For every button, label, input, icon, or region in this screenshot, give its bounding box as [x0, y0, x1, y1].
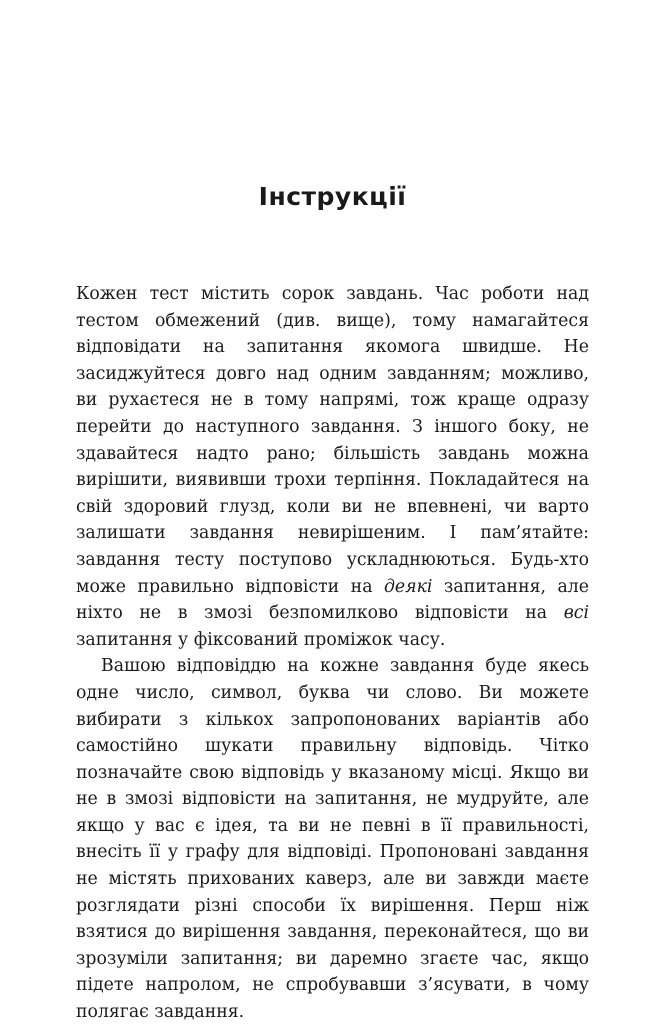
- paragraph-1-part-1: Кожен тест містить сорок завдань. Час роботи над тестом обмежений (див. вище), тому намагайтеся відповідати на запитання якомога швидше. Не засиджуйтеся довго над одним завданням; можливо, ви рухаєтеся не в тому напрямі, тож краще одразу перейти до наступного завдання. З іншого боку, не здавайтеся надто рано; більшість завдань можна вирішити, виявивши трохи терпіння. Покладайтеся на свій здоровий глузд, коли ви не впевнені, чи варто залишати завдання невирішеним. І пам’ятайте: завдання тесту поступово ускладнюються. Будь-хто може правильно відповісти на: [76, 284, 589, 597]
- paragraph-1-italic-2: всі: [563, 603, 589, 624]
- paragraph-2: Вашою відповіддю на кожне завдання буде якесь одне число, символ, буква чи слово. Ви можете вибирати з кількох запропонованих варіантів або самостійно шукати правильну відповідь. Чітко позначайте свою відповідь у вказаному місці. Якщо ви не в змозі відповісти на запитання, не мудруйте, але якщо у вас є ідея, та ви не певні в її правильності, внесіть її у графу для відповіді. Пропоновані завдання не містять прихованих каверз, але ви завжди маєте розглядати різні способи їх вирішення. Перш ніж взятися до вирішення завдання, переконайтеся, що ви зрозуміли запитання; ви даремно згаєте час, якщо підете напролом, не спробувавши з’ясувати, в чому полягає завдання.: [76, 656, 589, 1023]
- paragraph-1-italic-1: деякі: [383, 576, 433, 597]
- instructions-text: [76, 281, 589, 1026]
- paragraph-1: [76, 281, 589, 653]
- paragraph-1-part-2: запитання, але ніхто не в змозі безпомилково відповісти на: [76, 576, 589, 624]
- page-title: Інструкції: [258, 182, 407, 211]
- paragraph-1-part-3: запитання у фіксований проміжок часу.: [76, 629, 446, 650]
